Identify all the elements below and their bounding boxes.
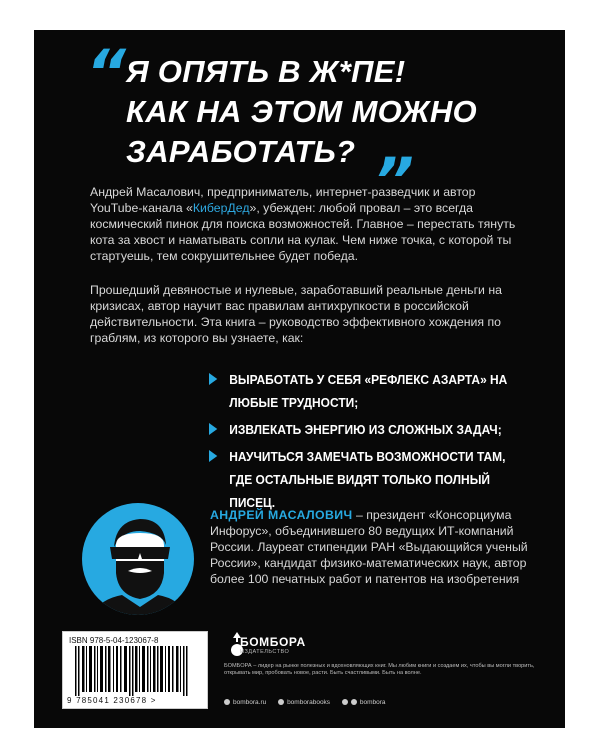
headline-line: Я ОПЯТЬ В Ж*ПЕ! xyxy=(126,54,406,89)
description-paragraph-2: Прошедший девяностые и нулевые, заработавший реальные деньги на кризисах, автор научит вас правилам антихрупкости в российской действительности. Эта книга – руководство эффективного хождения по граблям, из которого вы узнаете, как: xyxy=(90,283,502,345)
opening-quote-mark: “ xyxy=(86,36,126,109)
list-item-text: ИЗВЛЕКАТЬ ЭНЕРГИЮ ИЗ СЛОЖНЫХ ЗАДАЧ; xyxy=(229,422,502,437)
social-link[interactable] xyxy=(278,699,330,706)
social-link[interactable] xyxy=(224,699,266,706)
author-bio-text: – президент «Консорциума Инфорус», объединившего 80 ведущих ИТ-компаний России. Лауреат стипендии РАН «Выдающийся ученый России», кандидат физико-математических наук, автор более 100 печатных работ и патентов на изобретения xyxy=(210,508,528,586)
barcode-digits: 9 785041 230678 > xyxy=(67,696,157,705)
social-link[interactable] xyxy=(342,699,386,706)
headline-line: ЗАРАБОТАТЬ? xyxy=(126,134,356,169)
bearded-man-icon xyxy=(82,503,194,615)
list-item xyxy=(209,368,522,414)
barcode xyxy=(62,631,208,709)
author-name: АНДРЕЙ МАСАЛОВИЧ xyxy=(210,508,353,522)
book-back-cover xyxy=(34,30,565,728)
author-bio xyxy=(210,507,540,587)
headline xyxy=(126,52,546,172)
vk-icon xyxy=(342,699,348,705)
social-links xyxy=(224,699,396,706)
paragraph-text: Андрей Масалович, предприниматель, интернет-разведчик и автор YouTube-канала « xyxy=(90,185,476,215)
triangle-bullet-icon xyxy=(209,423,217,435)
publisher-description: БОМБОРА – лидер на рынке полезных и вдохновляющих книг. Мы любим книги и создаем их, чтобы вы могли творить, открывать мир, пробовать новое, расти. Быть счастливыми. Быть на волне. xyxy=(224,663,535,677)
facebook-icon xyxy=(278,699,284,705)
triangle-bullet-icon xyxy=(209,450,217,462)
benefits-list xyxy=(209,368,522,518)
list-item-text: ВЫРАБОТАТЬ У СЕБЯ «РЕФЛЕКС АЗАРТА» НА ЛЮБЫЕ ТРУДНОСТИ; xyxy=(229,372,508,410)
social-link-label: bombora xyxy=(359,699,386,706)
youtube-icon xyxy=(351,699,357,705)
social-link-label: bombora.ru xyxy=(233,699,267,706)
triangle-bullet-icon xyxy=(209,373,217,385)
instagram-icon xyxy=(224,699,230,705)
author-avatar xyxy=(82,503,194,615)
barcode-bars-icon xyxy=(69,646,201,696)
paragraph-text: », убежден: любой провал – это всегда космический пинок для поиска возможностей. Главное – перестать тянуть кота за хвост и наматывать сопли на кулак. Чем ниже точка, с которой ты стартуешь, тем сокрушительнее будет победа. xyxy=(90,201,516,263)
list-item-text: НАУЧИТЬСЯ ЗАМЕЧАТЬ ВОЗМОЖНОСТИ ТАМ, ГДЕ ОСТАЛЬНЫЕ ВИДЯТ ТОЛЬКО ПОЛНЫЙ ПИСЕЦ. xyxy=(229,449,506,510)
channel-link: КиберДед xyxy=(192,201,250,215)
publisher-subtitle: ИЗДАТЕЛЬСТВО xyxy=(240,649,290,655)
description-paragraph xyxy=(90,184,530,264)
closing-quote-mark: ” xyxy=(374,144,414,217)
list-item xyxy=(209,445,522,514)
list-item xyxy=(209,418,522,441)
headline-line: КАК НА ЭТОМ МОЖНО xyxy=(126,94,477,129)
social-link-label: bomborabooks xyxy=(287,699,331,706)
isbn-label: ISBN 978-5-04-123067-8 xyxy=(69,636,159,645)
publisher-name: БОМБОРА xyxy=(240,635,306,649)
